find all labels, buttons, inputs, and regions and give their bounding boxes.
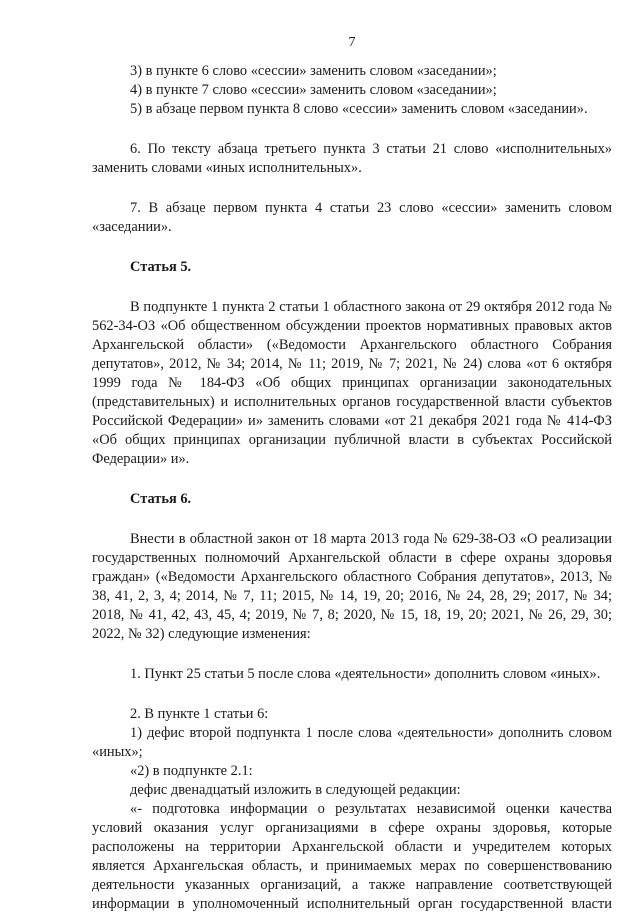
article-6-point-1: 1. Пункт 25 статьи 5 после слова «деятельности» дополнить словом «иных».	[130, 666, 601, 682]
article-6-point-2-quote: «- подготовка информации о результатах независимой оценки качества условий оказания услуг организациями в сфере охраны здоровья, которые расположены на территории Архангельской области и учредителем которых является Архангельская область, и принимаемых мерах по совершенствованию деятельности указанных организаций, а также направление соответствующей информации в уполномоченный исполнительный орган государственной власти	[92, 801, 612, 912]
spacer	[92, 469, 612, 490]
article-5-text: В подпункте 1 пункта 2 статьи 1 областного закона от 29 октября 2012 года № 562-34-ОЗ «Об общественном обсуждении проектов нормативных правовых актов Архангельской области» («Ведомости Архангельского областного Собрания депутатов», 2012, № 34; 2014, № 11; 2019, № 7; 2021, № 24) слова «от 6 октября 1999 года № 184-ФЗ «Об общих принципах организации законодательных (представительных) и исполнительных органов государственной власти субъектов Российской Федерации» и» заменить словами «от 21 декабря 2021 года № 414-ФЗ «Об общих принципах организации публичной власти в субъектах Российской Федерации» и».	[92, 299, 612, 467]
article-6-point-2-sub-3: дефис двенадцатый изложить в следующей редакции:	[130, 782, 461, 798]
spacer	[92, 644, 612, 665]
spacer	[92, 277, 612, 298]
article-5-heading: Статья 5.	[130, 259, 192, 275]
article-6-point-2: 2. В пункте 1 статьи 6:	[130, 706, 269, 722]
amendment-item-5: 5) в абзаце первом пункта 8 слово «сессии» заменить словом «заседании».	[130, 101, 588, 117]
article-6-point-2-sub-1: 1) дефис второй подпункта 1 после слова «деятельности» дополнить словом «иных»;	[92, 725, 612, 760]
article-6-point-2-sub-2: «2) в подпункте 2.1:	[130, 763, 253, 779]
spacer	[92, 178, 612, 199]
amendment-item-4: 4) в пункте 7 слово «сессии» заменить словом «заседании»;	[130, 82, 497, 98]
spacer	[92, 119, 612, 140]
spacer	[92, 684, 612, 705]
article-6-heading: Статья 6.	[130, 491, 192, 507]
amendment-list-continued	[92, 62, 612, 119]
amendment-point-7: 7. В абзаце первом пункта 4 статьи 23 слово «сессии» заменить словом «заседании».	[92, 200, 612, 235]
amendment-item-3: 3) в пункте 6 слово «сессии» заменить словом «заседании»;	[130, 63, 497, 79]
article-6-text: Внести в областной закон от 18 марта 2013 года № 629-38-ОЗ «О реализации государственных полномочий Архангельской области в сфере охраны здоровья граждан» («Ведомости Архангельского областного Собрания депутатов», 2013, № 38, 41, 2, 3, 4; 2014, № 7, 11; 2015, № 14, 19, 20; 2016, № 24, 28, 29; 2017, № 34; 2018, № 41, 42, 43, 45, 4; 2019, № 7, 8; 2020, № 15, 18, 19, 20; 2021, № 26, 29, 30; 2022, № 32) следующие изменения:	[92, 531, 612, 642]
spacer	[92, 509, 612, 530]
amendment-point-6: 6. По тексту абзаца третьего пункта 3 статьи 21 слово «исполнительных» заменить словами «иных исполнительных».	[92, 141, 612, 176]
spacer	[92, 237, 612, 258]
page-number: 7	[348, 35, 356, 50]
